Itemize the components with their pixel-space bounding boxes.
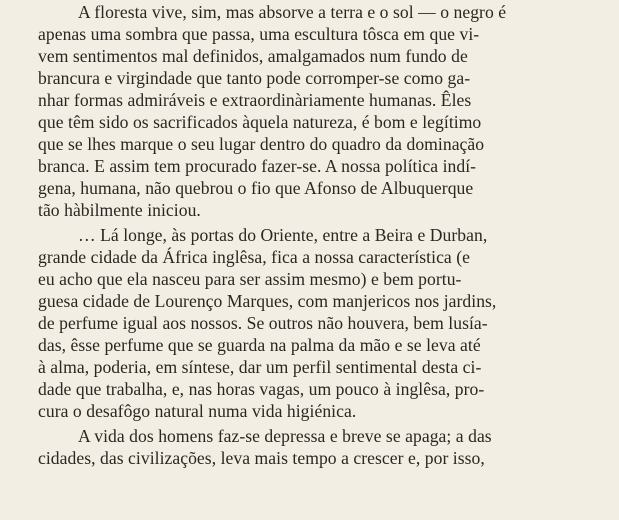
text-line: dade que trabalha, e, nas horas vagas, um pouco à inglêsa, pro- [38,379,485,399]
text-line: eu acho que ela nasceu para ser assim mesmo) e bem portu- [38,269,462,289]
text-line: de perfume igual aos nossos. Se outros não houvera, bem lusía- [38,313,488,333]
text-line: branca. E assim tem procurado fazer-se. A nossa política indí- [38,156,477,176]
text-line: das, êsse perfume que se guarda na palma da mão e se leva até [38,335,481,355]
text-line: A vida dos homens faz-se depressa e breve se apaga; a das [78,426,492,446]
text-line: cura o desafôgo natural numa vida higiénica. [38,401,357,421]
text-line: grande cidade da África inglêsa, fica a nossa característica (e [38,247,470,267]
text-line: … Lá longe, às portas do Oriente, entre a Beira e Durban, [78,225,488,245]
text-line: brancura e virgindade que tanto pode corromper-se como ga- [38,68,471,88]
text-line: apenas uma sombra que passa, uma escultura tôsca em que vi- [38,24,480,44]
text-line: vem sentimentos mal definidos, amalgamados num fundo de [38,46,468,66]
text-line: gena, humana, não quebrou o fio que Afonso de Albuquerque [38,178,474,198]
text-line: A floresta vive, sim, mas absorve a terra e o sol — o negro é [78,2,507,22]
text-line: tão hàbilmente iniciou. [38,200,201,220]
text-line: que se lhes marque o seu lugar dentro do quadro da dominação [38,134,485,154]
text-line: que têm sido os sacrificados àquela natureza, é bom e legítimo [38,112,482,132]
text-line: cidades, das civilizações, leva mais tempo a crescer e, por isso, [38,448,485,468]
text-line: nhar formas admiráveis e extraordinàriamente humanas. Êles [38,90,472,110]
text-line: guesa cidade de Lourenço Marques, com manjericos nos jardins, [38,291,497,311]
text-line: à alma, poderia, em síntese, dar um perfil sentimental desta ci- [38,357,482,377]
